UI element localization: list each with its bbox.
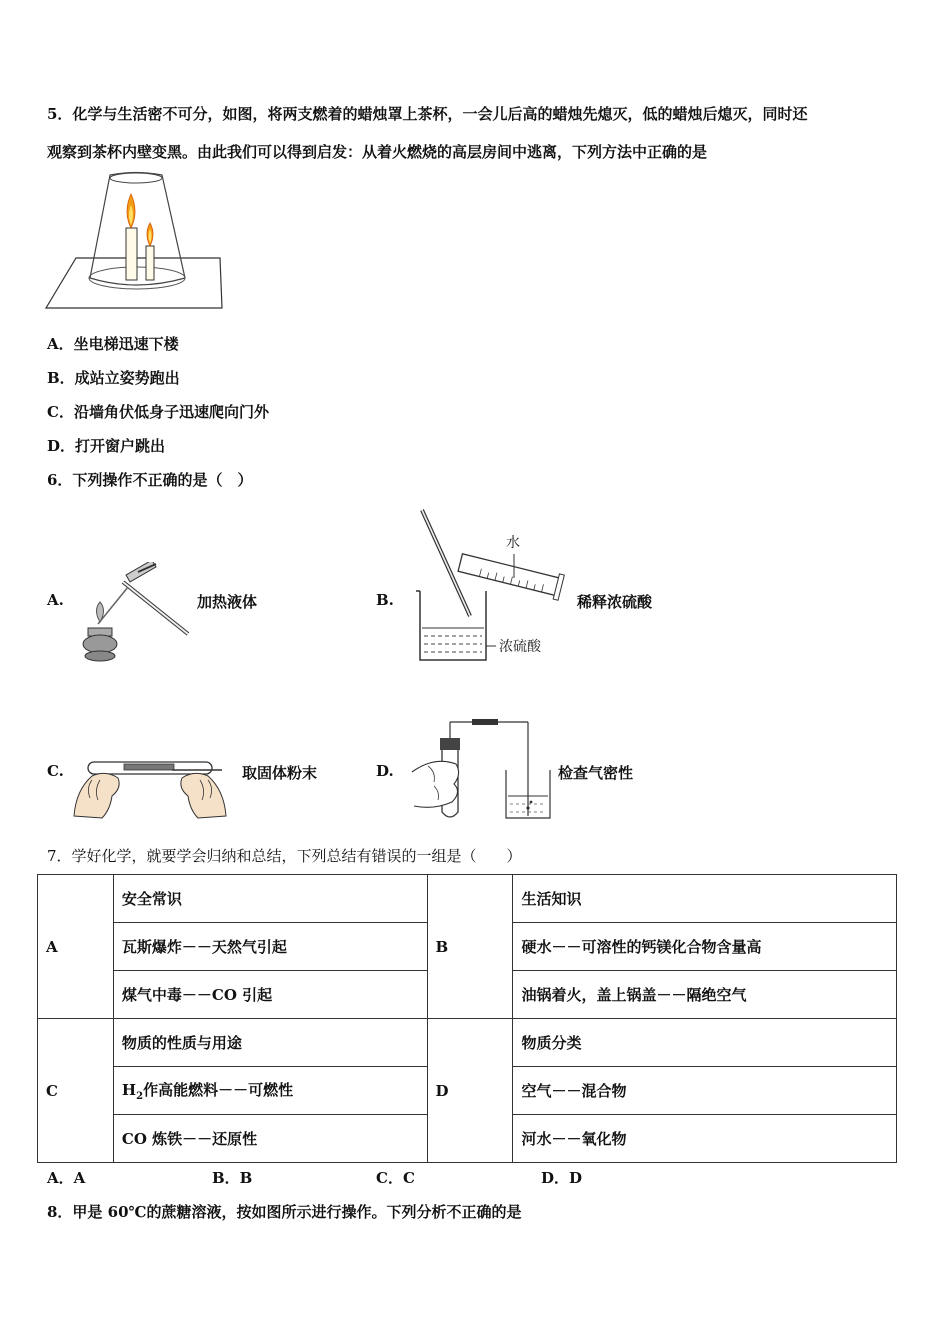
cell-b-row1: 硬水－－可溶性的钙镁化合物含量高	[513, 923, 897, 971]
q5-option-b: B．成站立姿势跑出	[47, 369, 180, 387]
q8-stem: 8．甲是 60℃的蔗糖溶液，按如图所示进行操作。下列分析不正确的是	[47, 1203, 522, 1221]
q7-option-c: C．C	[376, 1169, 415, 1187]
q5-option-a: A．坐电梯迅速下楼	[47, 335, 179, 353]
powder-figure	[72, 750, 228, 820]
candle-cup-figure	[44, 170, 226, 312]
cell-d-row2: 河水－－氧化物	[513, 1115, 897, 1163]
q6-b-text: 稀释浓硫酸	[577, 593, 653, 611]
heat-liquid-figure	[78, 562, 190, 666]
dilute-acid-figure	[410, 506, 570, 666]
q6-d-letter: D.	[376, 762, 394, 780]
q7-option-d: D．D	[541, 1169, 583, 1187]
q6-a-letter: A.	[47, 591, 64, 609]
q5-stem-line2: 观察到茶杯内壁变黑。由此我们可以得到启发：从着火燃烧的高层房间中逃离，下列方法中正确的是	[47, 143, 708, 161]
alcohol-lamp	[83, 635, 117, 653]
cell-c-head: 物质的性质与用途	[113, 1019, 427, 1067]
cell-label-c: C	[38, 1019, 114, 1163]
cell-label-b: B	[427, 875, 513, 1019]
q7-stem: 7．学好化学，就要学会归纳和总结，下列总结有错误的一组是（ ）	[47, 847, 522, 865]
beaker	[420, 591, 486, 660]
cell-label-d: D	[427, 1019, 513, 1163]
cell-label-a: A	[38, 875, 114, 1019]
q6-c-text: 取固体粉末	[242, 764, 318, 782]
paper-trough	[124, 764, 174, 770]
q7-option-b: B．B	[212, 1169, 253, 1187]
q5-stem-line1: 5．化学与生活密不可分，如图，将两支燃着的蜡烛罩上茶杯，一会儿后高的蜡烛先熄灭，低的蜡烛后熄灭，同时还	[47, 105, 808, 123]
q6-stem: 6．下列操作不正确的是（ ）	[47, 471, 253, 489]
q5-option-d: D．打开窗户跳出	[47, 437, 166, 455]
q6-d-text: 检查气密性	[558, 764, 634, 782]
cell-b-row2: 油锅着火，盖上锅盖－－隔绝空气	[513, 971, 897, 1019]
tall-candle	[126, 228, 137, 280]
stopper	[440, 738, 460, 750]
q5-option-c: C．沿墙角伏低身子迅速爬向门外	[47, 403, 269, 421]
cell-a-row1: 瓦斯爆炸－－天然气引起	[113, 923, 427, 971]
summary-table	[37, 874, 897, 1163]
cell-d-row1: 空气－－混合物	[513, 1067, 897, 1115]
graduated-cylinder	[458, 554, 559, 596]
q6-c-letter: C.	[47, 762, 64, 780]
cell-d-head: 物质分类	[513, 1019, 897, 1067]
q6-b-letter: B.	[376, 591, 394, 609]
cell-c-row1: $H_2$作高能燃料－－可燃性	[113, 1067, 427, 1115]
rubber-tube	[472, 719, 498, 725]
cell-c-row2: CO 炼铁－－还原性	[113, 1115, 427, 1163]
airtight-figure	[404, 712, 554, 824]
cell-a-row2: 煤气中毒－－CO 引起	[113, 971, 427, 1019]
acid-label: 浓硫酸	[499, 639, 541, 655]
hand	[412, 761, 459, 807]
q7-option-a: A．A	[47, 1169, 86, 1187]
short-candle	[146, 246, 154, 280]
cell-b-head: 生活知识	[513, 875, 897, 923]
cell-a-head: 安全常识	[113, 875, 427, 923]
q6-a-text: 加热液体	[197, 593, 258, 611]
water-label: 水	[506, 535, 520, 551]
